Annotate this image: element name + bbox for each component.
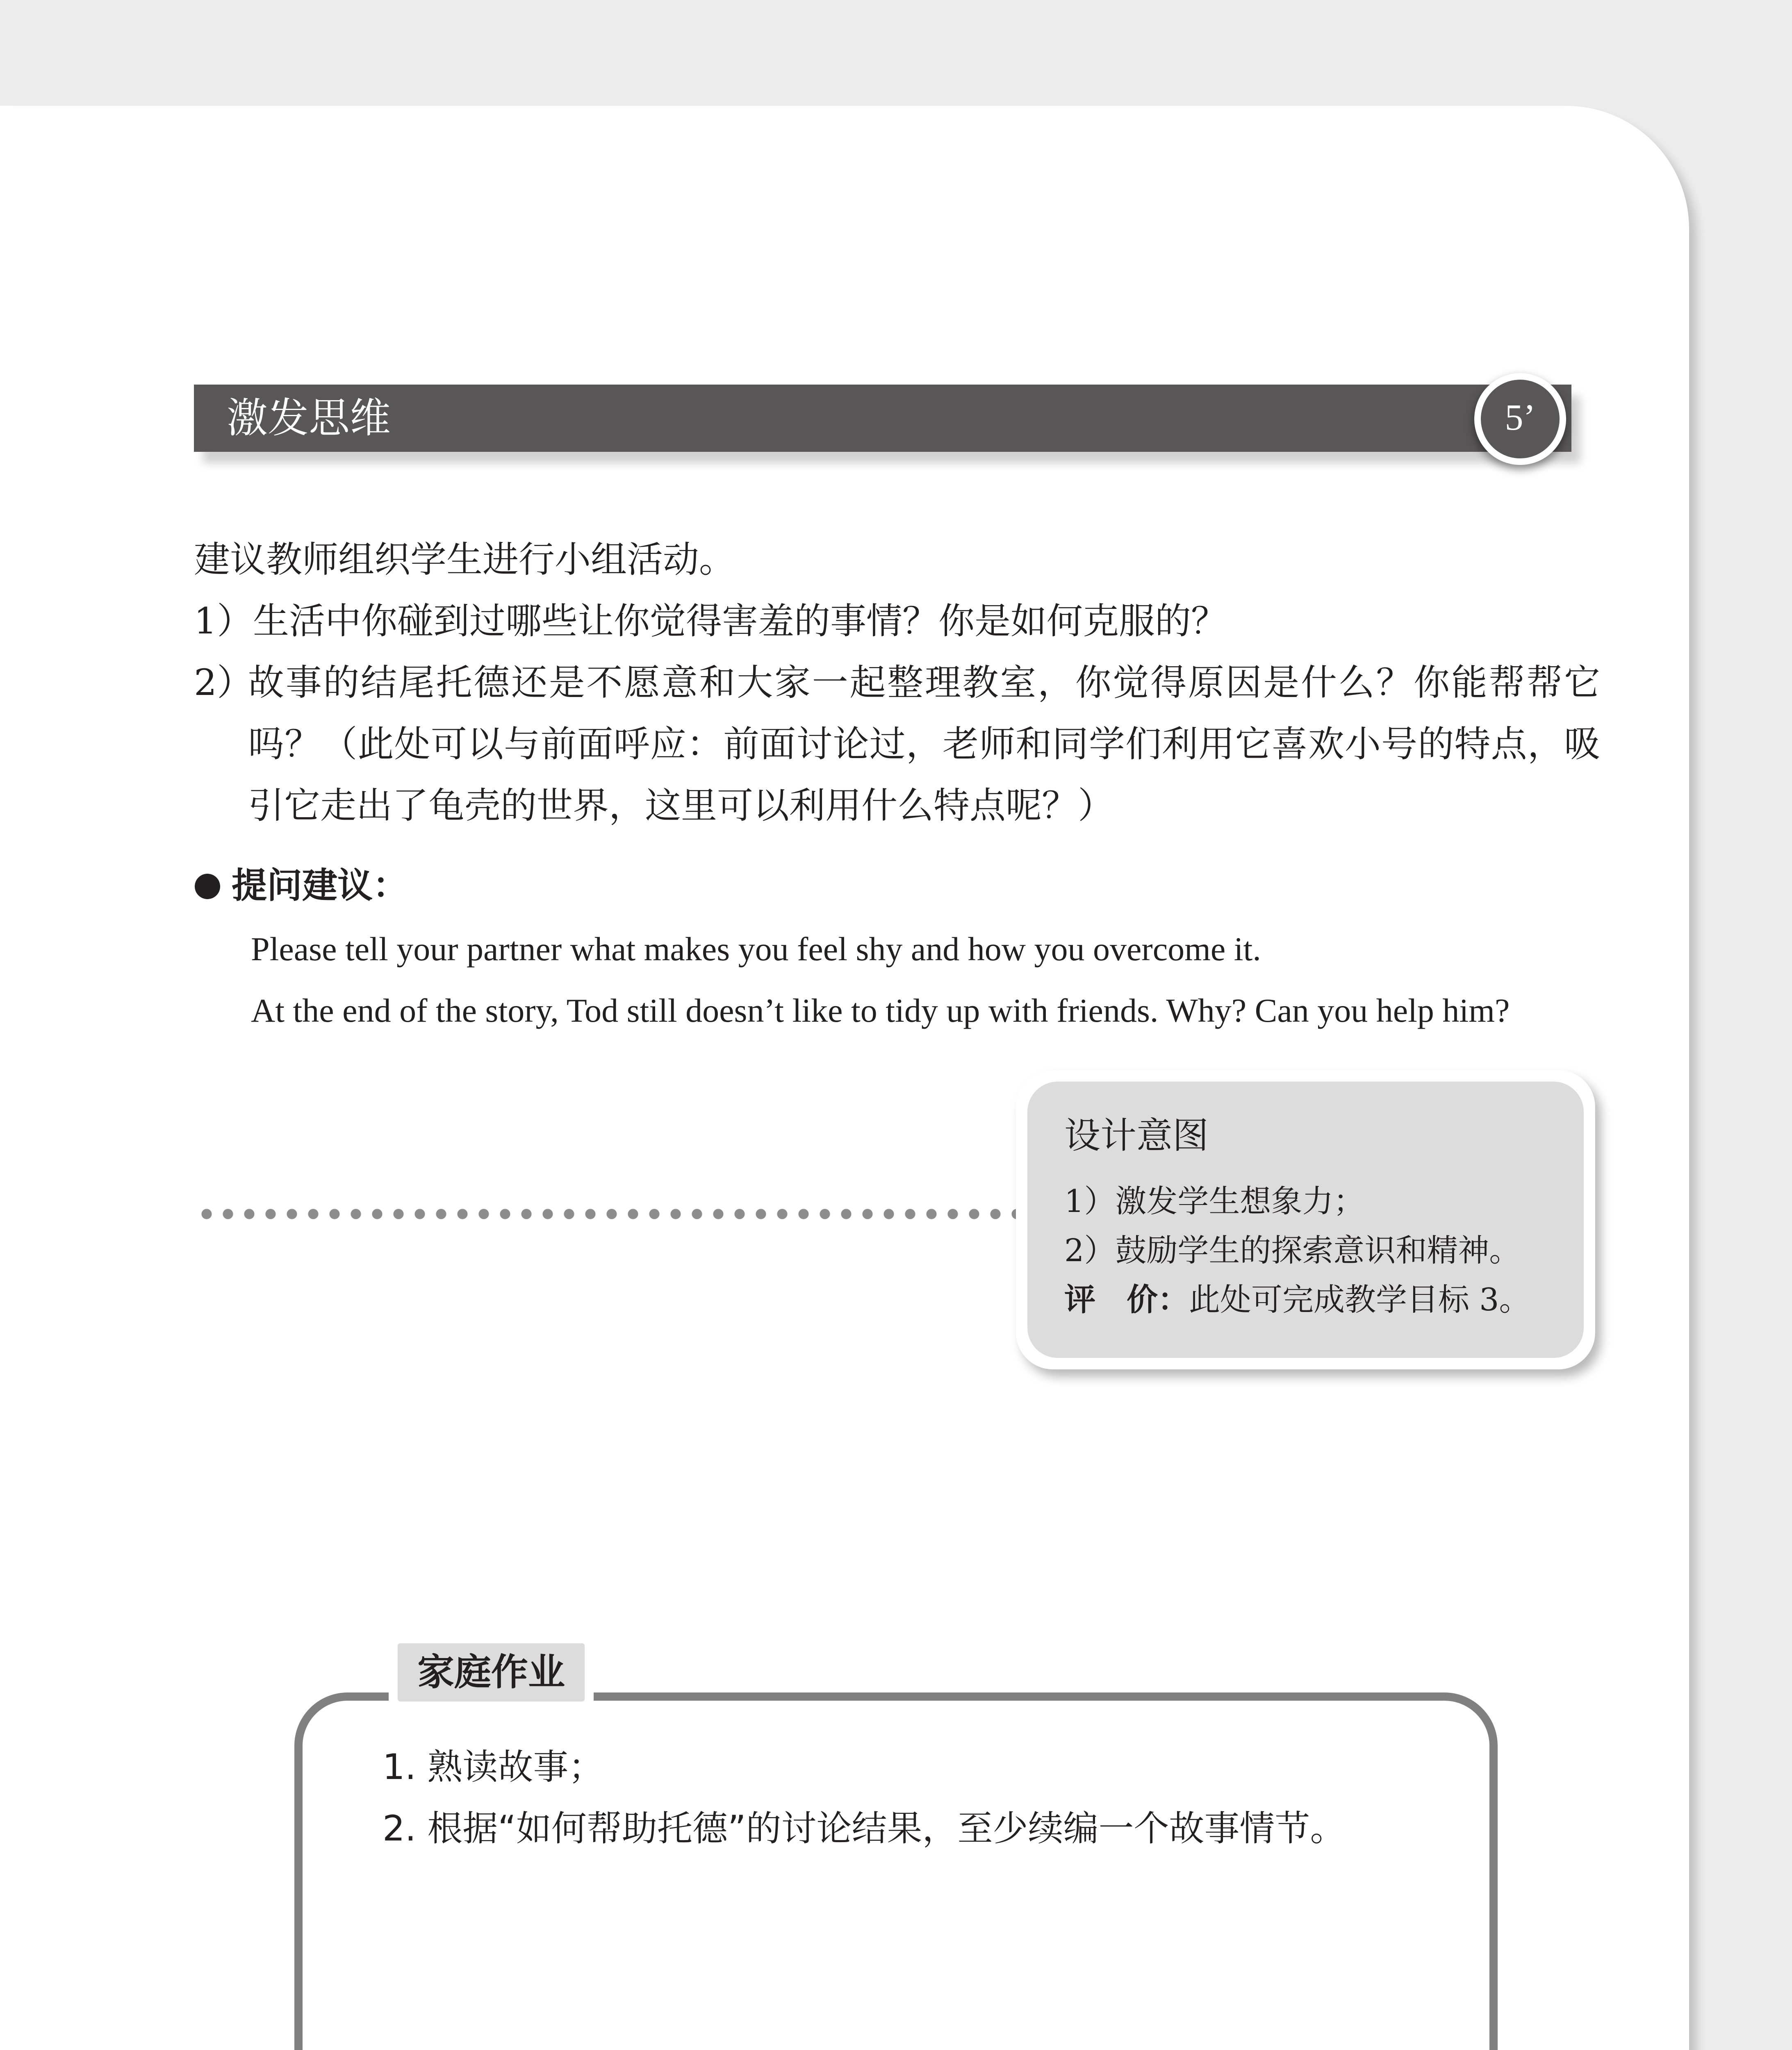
design-intent-title: 设计意图	[1064, 1114, 1209, 1157]
english-question-2: At the end of the story, Tod still doesn’t like to tidy up with friends. Why? Can you help him?	[251, 992, 1510, 1029]
dotted-divider	[196, 1208, 1021, 1220]
question-2-text: 故事的结尾托德还是不愿意和大家一起整理教室，你觉得原因是什么？你能帮帮它吗？（此处可以与前面呼应：前面讨论过，老师和同学们利用它喜欢小号的特点，吸引它走出了龟壳的世界，这里可以利用什么特点呢？）	[248, 661, 1600, 827]
question-1	[194, 590, 1227, 652]
homework-item-1: 1. 熟读故事；	[383, 1747, 604, 1788]
bullet-icon	[195, 874, 220, 899]
design-intent-line-1: 1）激发学生想象力；	[1064, 1183, 1365, 1219]
question-2	[194, 652, 1600, 836]
intro-text: 建议教师组织学生进行小组活动。	[194, 538, 735, 581]
question-suggestion-label: 提问建议：	[232, 865, 408, 906]
evaluation-line	[1064, 1275, 1530, 1324]
homework-title-tab: 家庭作业	[389, 1634, 594, 1711]
section-title: 激发思维	[227, 394, 391, 442]
evaluation-label: 评 价：	[1064, 1281, 1189, 1318]
design-intent-line-2: 2）鼓励学生的探索意识和精神。	[1064, 1232, 1521, 1269]
question-1-number: 1）	[194, 600, 253, 642]
question-2-number: 2）	[194, 661, 253, 704]
question-1-text: 生活中你碰到过哪些让你觉得害羞的事情？你是如何克服的？	[253, 600, 1227, 642]
question-suggestion-heading	[195, 857, 408, 914]
homework-item-2: 2. 根据“如何帮助托德”的讨论结果，至少续编一个故事情节。	[383, 1808, 1346, 1849]
evaluation-text: 此处可完成教学目标 3。	[1189, 1281, 1530, 1318]
english-question-1: Please tell your partner what makes you feel shy and how you overcome it.	[251, 930, 1261, 968]
time-badge: 5’	[1474, 373, 1566, 465]
section-header-bar	[194, 385, 1571, 452]
